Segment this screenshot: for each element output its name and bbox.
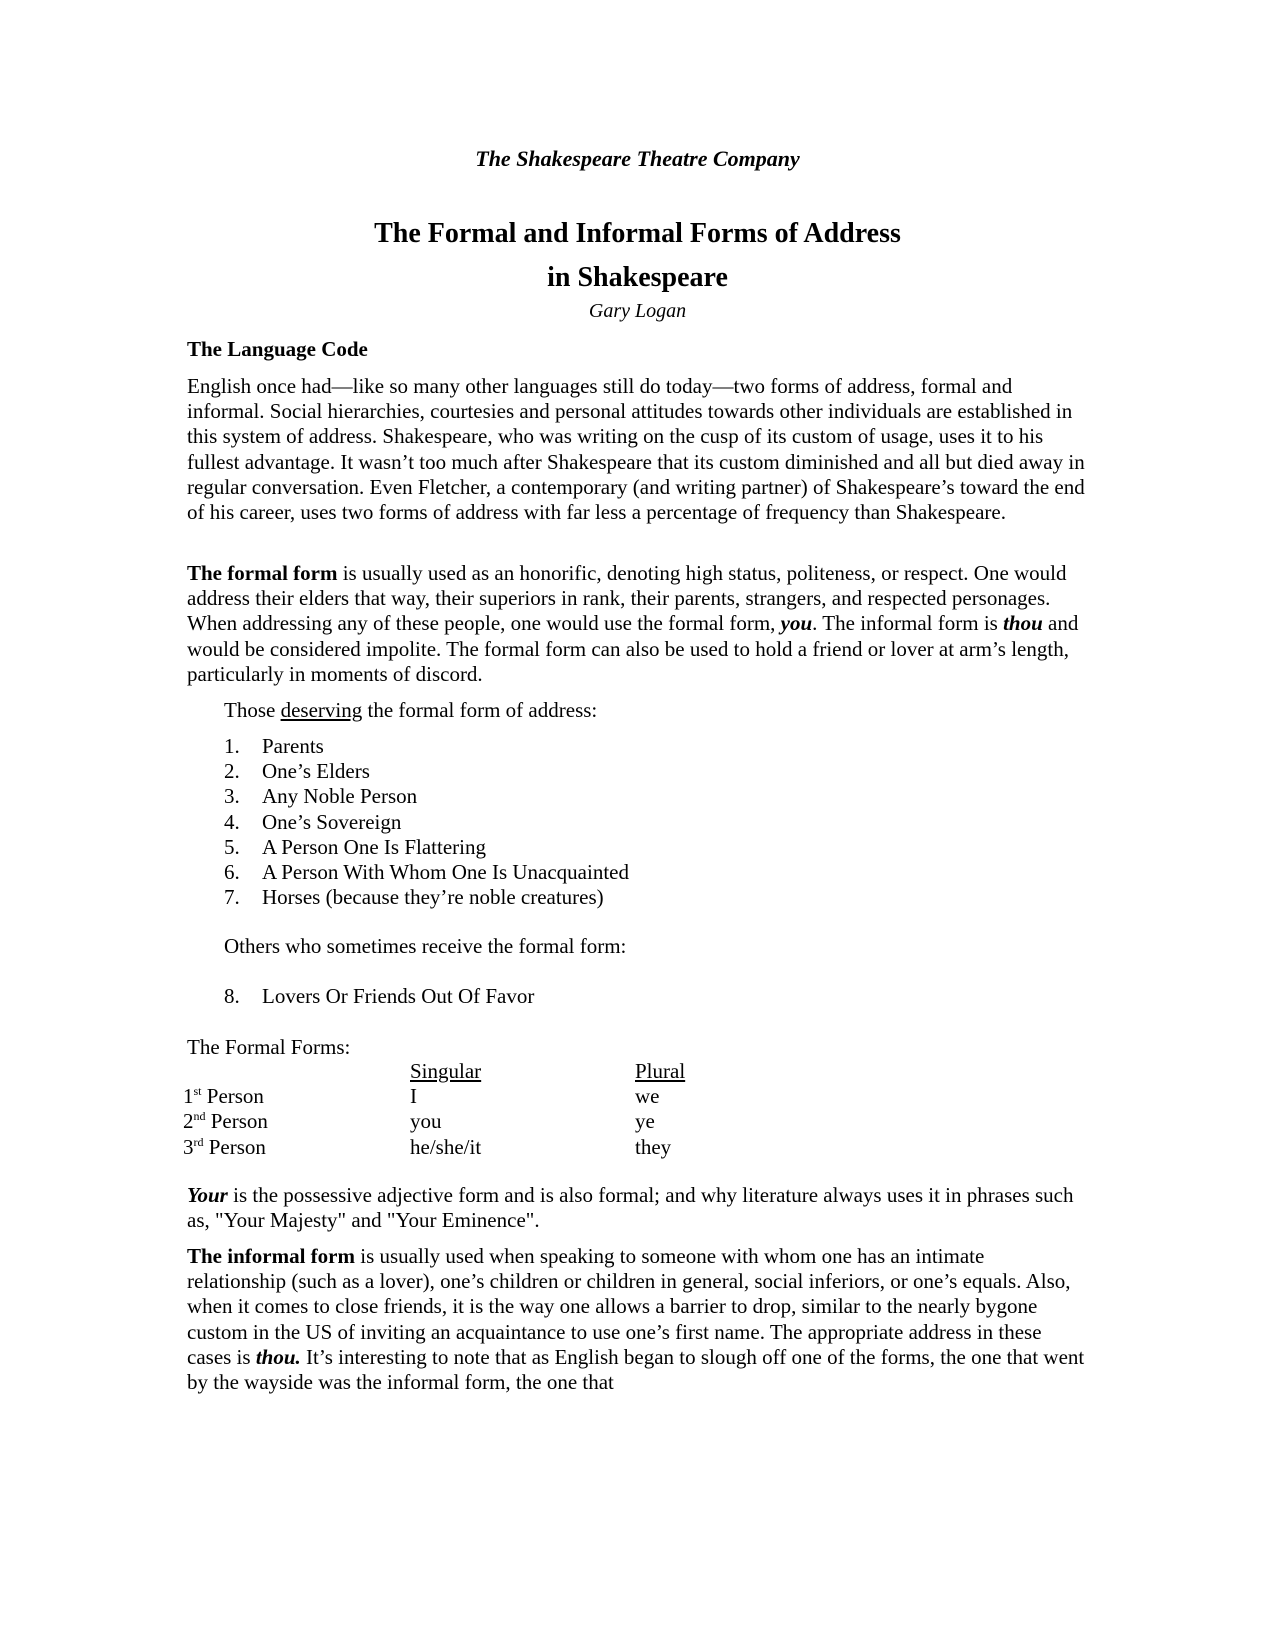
list-number: 1. [224,734,240,758]
list-item [224,885,629,910]
person-word: Person [201,1084,264,1109]
formal-lead: The formal form [187,561,338,585]
list-text: Any Noble Person [262,784,418,809]
paragraph-informal [187,1244,1087,1395]
table-corner [183,1059,410,1084]
list-text: Parents [262,734,324,758]
plural-cell: they [635,1134,672,1159]
person-number: 2 [183,1109,194,1134]
word-your: Your [187,1183,228,1207]
informal-text-a: is usually used when speaking to someone with whom one has an intimate relationship (such as a lover), one’s children or children in general, social inferiors, or one’s equals. Also, when it comes to close friends, it is the way one allows a barrier to drop, similar to the nearly bygone custom in the US of inviting an acquaintance to use one’s first name. The appropriate address in these cases is [187,1244,1071,1369]
formal-text-b: . The informal form is [812,611,1004,636]
informal-lead: The informal form [187,1244,355,1268]
author-name: Gary Logan [588,300,687,322]
word-you: you [780,611,813,636]
deserving-intro [224,698,597,723]
title-line-2: in Shakespeare [547,262,728,293]
company-name: The Shakespeare Theatre Company [475,146,800,171]
word-thou-informal: thou. [255,1344,301,1369]
list-text: One’s Sovereign [262,809,402,834]
list-text: A Person One Is Flattering [262,834,486,859]
list-item [224,860,629,885]
list-item [224,810,629,835]
formal-forms-label: The Formal Forms: [187,1035,351,1059]
list-text: One’s Elders [262,759,370,784]
deserving-list [224,734,629,910]
formal-forms-table [183,1059,685,1160]
title-line-1: The Formal and Informal Forms of Address [374,218,901,249]
your-text: is the possessive adjective form and is also formal; and why literature always uses it in phrases such as, "Your Majesty" and "Your Eminence". [187,1183,1074,1233]
person-cell [183,1084,410,1109]
others-intro: Others who sometimes receive the formal form: [224,934,627,958]
singular-cell: I [410,1084,417,1109]
column-header-plural: Plural [635,1059,686,1083]
list-text: A Person With Whom One Is Unacquainted [262,860,629,885]
table-header-row [183,1059,685,1084]
ordinal-suffix: st [193,1084,202,1099]
singular-cell: he/she/it [410,1134,482,1159]
ordinal-suffix: nd [193,1109,206,1124]
list-item [224,835,629,860]
section-heading: The Language Code [187,337,368,361]
table-row [183,1135,685,1160]
table-row [183,1109,685,1134]
list-item [224,984,534,1009]
list-number: 8. [224,984,240,1008]
others-list [224,984,534,1009]
ordinal-suffix: rd [193,1134,204,1149]
column-header-singular: Singular [410,1059,482,1083]
list-item [224,734,629,759]
list-number: 4. [224,809,240,834]
person-word: Person [203,1134,266,1159]
deserving-underlined: deserving [280,698,363,722]
list-text: Horses (because they’re noble creatures) [262,885,604,910]
formal-text-c: and would be considered impolite. The formal form can also be used to hold a friend or lover at arm’s length, particularly in moments of discord. [187,611,1079,686]
person-number: 3 [183,1134,194,1159]
plural-cell: ye [635,1109,655,1134]
formal-text-a: is usually used as an honorific, denoting high status, politeness, or respect. One would address their elders that way, their superiors in rank, their parents, strangers, and respected personages. When addressing any of these people, one would use the formal form, [187,561,1067,636]
person-word: Person [205,1109,268,1134]
deserving-post: the formal form of address: [362,698,598,722]
list-number: 3. [224,784,240,809]
paragraph-your [187,1183,1087,1233]
deserving-pre: Those [224,698,281,722]
informal-text-b: It’s interesting to note that as English began to slough off one of the forms, the one that went by the wayside was the informal form, the one that [187,1344,1085,1395]
paragraph-intro: English once had—like so many other languages still do today—two forms of address, formal and informal. Social hierarchies, courtesies and personal attitudes towards other individuals are established in this system of address. Shakespeare, who was writing on the cusp of its custom of usage, uses it to his fullest advantage. It wasn’t too much after Shakespeare that its custom diminished and all but died away in regular conversation. Even Fletcher, a contemporary (and writing partner) of Shakespeare’s toward the end of his career, uses two forms of address with far less a percentage of frequency than Shakespeare. [187,374,1085,525]
document-title [0,212,1275,300]
person-cell [183,1135,410,1160]
list-number: 2. [224,759,240,784]
list-number: 6. [224,860,240,885]
list-number: 5. [224,834,240,859]
list-number: 7. [224,885,240,910]
table-row [183,1084,685,1109]
word-thou: thou [1003,611,1043,636]
plural-cell: we [635,1084,660,1109]
list-item [224,759,629,784]
list-item [224,784,629,809]
paragraph-formal [187,561,1087,687]
person-number: 1 [183,1084,194,1109]
person-cell [183,1109,410,1134]
singular-cell: you [410,1109,442,1134]
list-text: Lovers Or Friends Out Of Favor [262,984,535,1008]
